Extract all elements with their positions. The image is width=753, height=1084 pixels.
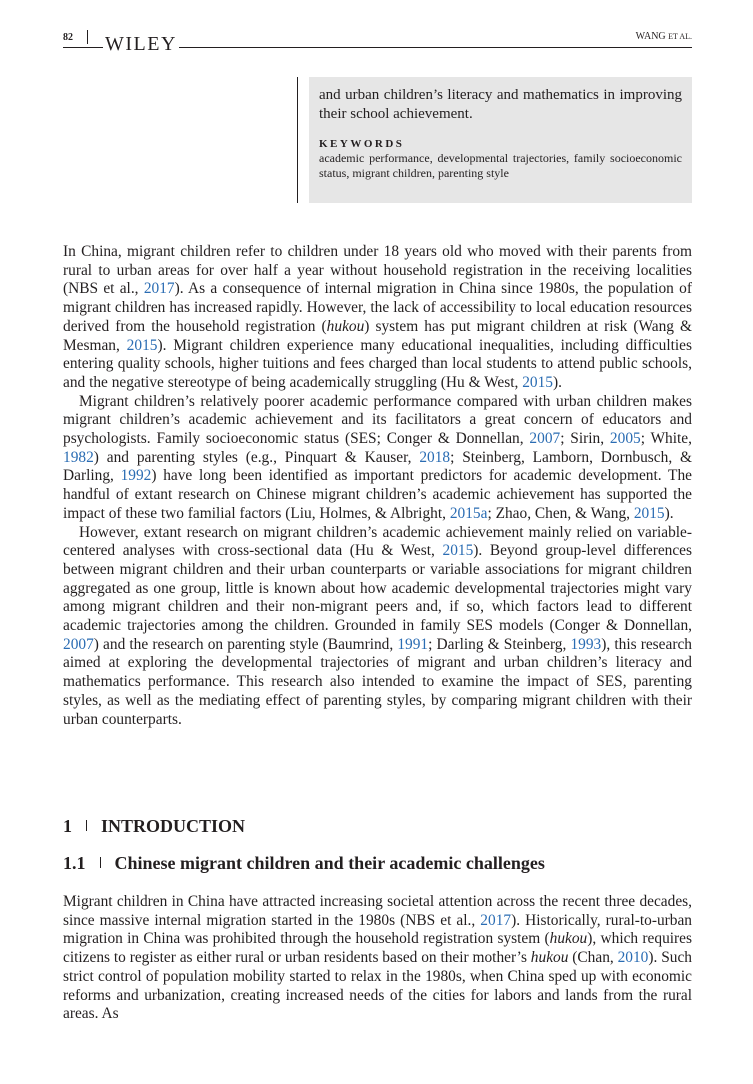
intro-body xyxy=(63,243,692,729)
citation-link[interactable]: 2015a xyxy=(449,504,488,522)
italic-term: hukou xyxy=(326,317,365,335)
citation-link[interactable]: 2017 xyxy=(143,280,175,298)
text-run: However, extant research on migrant children’s academic achievement mainly relied on variable-centered analyses with cross-sectional data (Hu & West, xyxy=(63,523,692,560)
paragraph xyxy=(63,243,692,393)
citation-link[interactable]: 2007 xyxy=(63,635,94,653)
text-run: ). Migrant children experience many educational inequalities, including difficulties entering quality schools, higher tuitions and fees charged than local students to attend public schools, and the negative stereotype of being academically struggling (Hu & West, xyxy=(63,336,693,391)
citation-link[interactable]: 2015 xyxy=(633,504,665,522)
text-run: ; Zhao, Chen, & Wang, xyxy=(487,504,634,522)
running-head xyxy=(636,31,692,42)
section-1-1-body xyxy=(63,893,692,1024)
text-run: In China, migrant children refer to children under 18 years old who moved with their parents from rural to urban areas for over half a year without household registration in the receiving localities (NBS et al., xyxy=(63,243,692,298)
citation-link[interactable]: 2005 xyxy=(609,430,641,448)
header-separator xyxy=(87,30,88,44)
heading-separator xyxy=(86,820,87,831)
text-run: Migrant children’s relatively poorer academic performance compared with urban children makes migrant children’s academic achievement and its facilitators a great concern of educators and psychologists. Family socioeconomic status (SES; Conger & Donnellan, xyxy=(63,392,692,448)
paragraph xyxy=(63,524,692,730)
text-run: ). Historically, rural-to-urban migration in China was prohibited through the household registration system ( xyxy=(63,911,693,948)
citation-link[interactable]: 1993 xyxy=(570,635,602,653)
citation-link[interactable]: 1992 xyxy=(120,467,152,485)
subsection-number: 1.1 xyxy=(63,853,86,873)
citation-link[interactable]: 2017 xyxy=(480,911,512,929)
text-run: (Chan, xyxy=(568,949,618,967)
section-number: 1 xyxy=(63,816,72,836)
citation-link[interactable]: 1991 xyxy=(397,635,429,653)
citation-link[interactable]: 2015 xyxy=(126,336,158,354)
running-head-etal: ET AL. xyxy=(668,32,692,41)
citation-link[interactable]: 1982 xyxy=(63,448,94,466)
keywords-heading: KEYWORDS xyxy=(319,138,405,150)
section-heading-1-1 xyxy=(63,853,545,874)
page-header xyxy=(63,28,692,56)
citation-link[interactable]: 2007 xyxy=(529,430,561,448)
section-heading-1 xyxy=(63,816,245,837)
text-run: ; Darling & Steinberg, xyxy=(428,635,571,653)
keywords-list: academic performance, developmental trajectories, family socioeconomic status, migrant children, parenting style xyxy=(319,151,682,180)
text-run: ), this research aimed at exploring the developmental trajectories of migrant and urban children’s literacy and mathematics performance. This research also intended to examine the impact of SES, parenting styles, as well as the mediating effect of parenting styles, by comparing migrant children with their urban counterparts. xyxy=(63,635,692,728)
section-title: INTRODUCTION xyxy=(101,816,246,836)
abstract-box xyxy=(309,77,692,203)
italic-term: hukou xyxy=(530,949,569,967)
text-run: ) and parenting styles (e.g., Pinquart & Kauser, xyxy=(93,448,420,466)
text-run: ) and the research on parenting style (Baumrind, xyxy=(93,635,398,653)
text-run: ; Sirin, xyxy=(560,430,610,448)
subsection-title: Chinese migrant children and their academic challenges xyxy=(114,853,545,873)
text-run: ) have long been identified as important predictors for academic development. The handful of extant research on Chinese migrant children’s academic achievement has supported the impact of these two familial factors (Liu, Holmes, & Albright, xyxy=(63,467,692,522)
wiley-logo: WILEY xyxy=(105,33,177,55)
text-run: ). xyxy=(552,373,562,391)
citation-link[interactable]: 2015 xyxy=(442,542,474,560)
text-run: ) system has put migrant children at risk (Wang & Mesman, xyxy=(63,317,693,354)
text-run: ; Steinberg, Lamborn, Dornbusch, & Darling, xyxy=(63,448,692,485)
italic-term: hukou xyxy=(549,930,588,948)
citation-link[interactable]: 2015 xyxy=(522,373,553,391)
text-run: ). Beyond group-level differences between migrant children and their urban counterparts or variable associations for migrant children aggregated as one group, little is known about how academic developmental trajectories might vary among migrant children and their non-migrant peers and, if so, which factors lead to different academic trajectories among the children. Grounded in family SES models (Conger & Donnellan, xyxy=(63,542,692,635)
paragraph xyxy=(63,893,692,1024)
citation-link[interactable]: 2010 xyxy=(617,949,649,967)
text-run: ). Such strict control of population mobility started to relax in the 1980s, when China sped up with economic reforms and urbanization, creating increased needs of the cities for labors and lands from the rural areas. As xyxy=(63,949,692,1023)
citation-link[interactable]: 2018 xyxy=(419,448,451,466)
text-run: ). xyxy=(664,504,674,522)
paragraph xyxy=(63,393,692,524)
text-run: ), which requires citizens to register as either rural or urban residents based on their mother’s xyxy=(63,930,692,967)
text-run: Migrant children in China have attracted increasing societal attention across the recent three decades, since massive internal migration started in the 1980s (NBS et al., xyxy=(63,893,692,929)
text-run: ; White, xyxy=(640,430,692,448)
heading-separator xyxy=(100,857,101,868)
text-run: ). As a consequence of internal migration in China since 1980s, the population of migrant children has increased rapidly. However, the lack of accessibility to local education resources derived from the household registration ( xyxy=(63,280,692,335)
abstract-text: and urban children’s literacy and mathematics in improving their school achievement. xyxy=(319,87,682,122)
page-number: 82 xyxy=(63,32,73,43)
abstract-divider xyxy=(297,77,298,203)
running-head-authors: WANG xyxy=(635,31,669,42)
